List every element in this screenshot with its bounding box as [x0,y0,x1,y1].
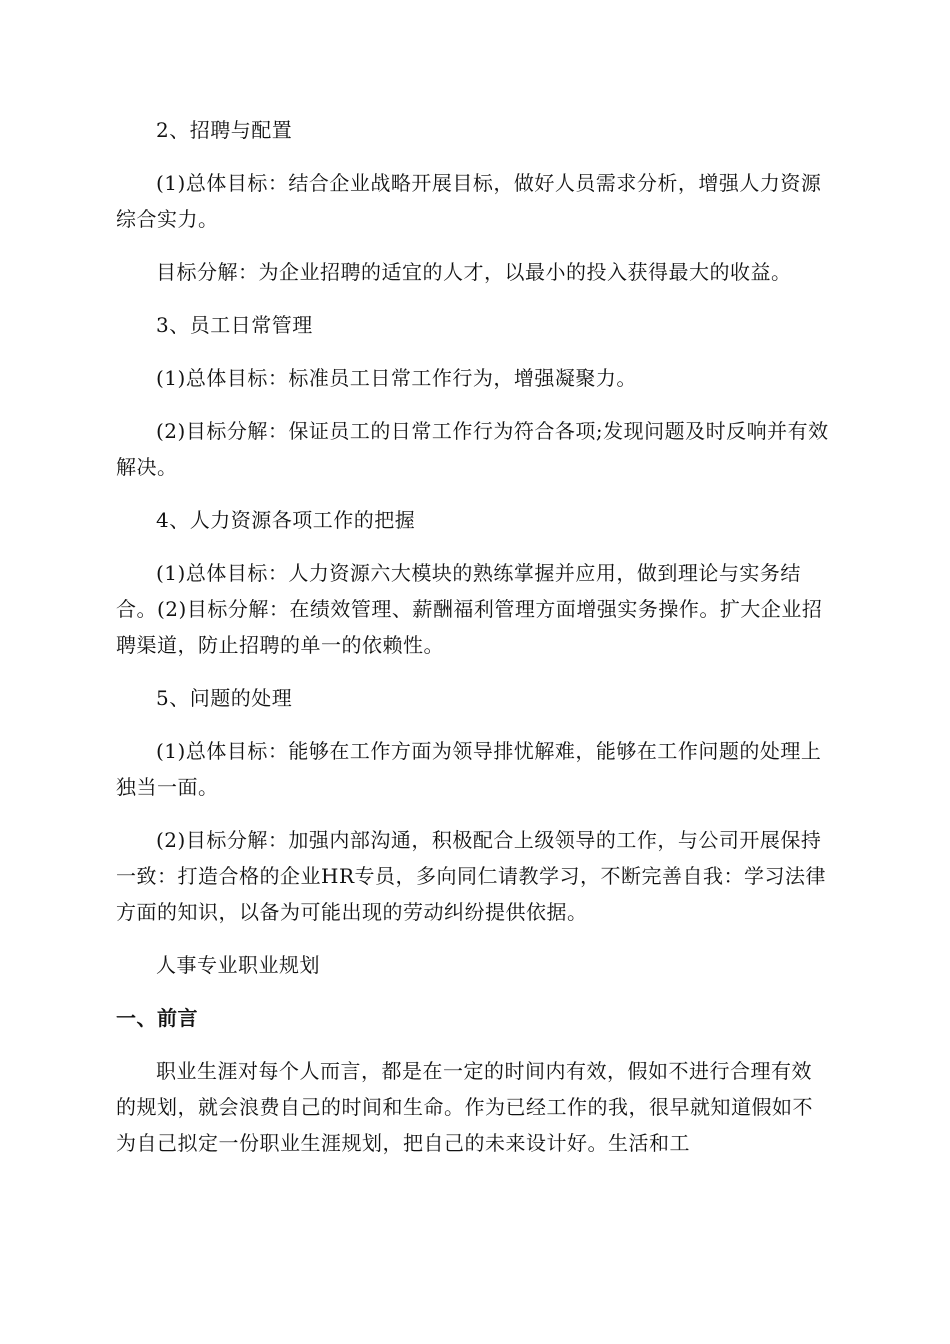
section-heading-hr-work: 4、人力资源各项工作的把握 [156,508,416,532]
paragraph-daily-management-goal: (1)总体目标：标准员工日常工作行为，增强凝聚力。 [156,366,637,390]
paragraph-preface: 职业生涯对每个人而言，都是在一定的时间内有效，假如不进行合理有效的规划，就会浪费自己的时间和生命。作为已经工作的我，很早就知道假如不为自己拟定一份职业生涯规划，把自己的未来设计好。生活和工 [116,1059,813,1155]
paragraph-problem-handling-goal: (1)总体目标：能够在工作方面为领导排忧解难，能够在工作问题的处理上独当一面。 [116,739,822,799]
paragraph-recruitment-goal: (1)总体目标：结合企业战略开展目标，做好人员需求分析，增强人力资源综合实力。 [116,171,822,231]
paragraph-problem-handling-breakdown: (2)目标分解：加强内部沟通，积极配合上级领导的工作，与公司开展保持一致：打造合格的企业HR专员，多向同仁请教学习，不断完善自我：学习法律方面的知识，以备为可能出现的劳动纠纷提供依据。 [116,828,826,924]
document-subtitle: 人事专业职业规划 [156,953,320,977]
section-heading-problem-handling: 5、问题的处理 [156,686,293,710]
document-page [116,112,832,1161]
paragraph-hr-work-goals: (1)总体目标：人力资源六大模块的熟练掌握并应用，做到理论与实务结合。(2)目标分解：在绩效管理、薪酬福利管理方面增强实务操作。扩大企业招聘渠道，防止招聘的单一的依赖性。 [116,561,823,657]
section-heading-preface: 一、前言 [116,1006,198,1030]
paragraph-recruitment-breakdown: 目标分解：为企业招聘的适宜的人才，以最小的投入获得最大的收益。 [156,260,792,284]
paragraph-daily-management-breakdown: (2)目标分解：保证员工的日常工作行为符合各项;发现问题及时反响并有效解决。 [116,419,829,479]
section-heading-daily-management: 3、员工日常管理 [156,313,313,337]
section-heading-recruitment: 2、招聘与配置 [156,118,293,142]
